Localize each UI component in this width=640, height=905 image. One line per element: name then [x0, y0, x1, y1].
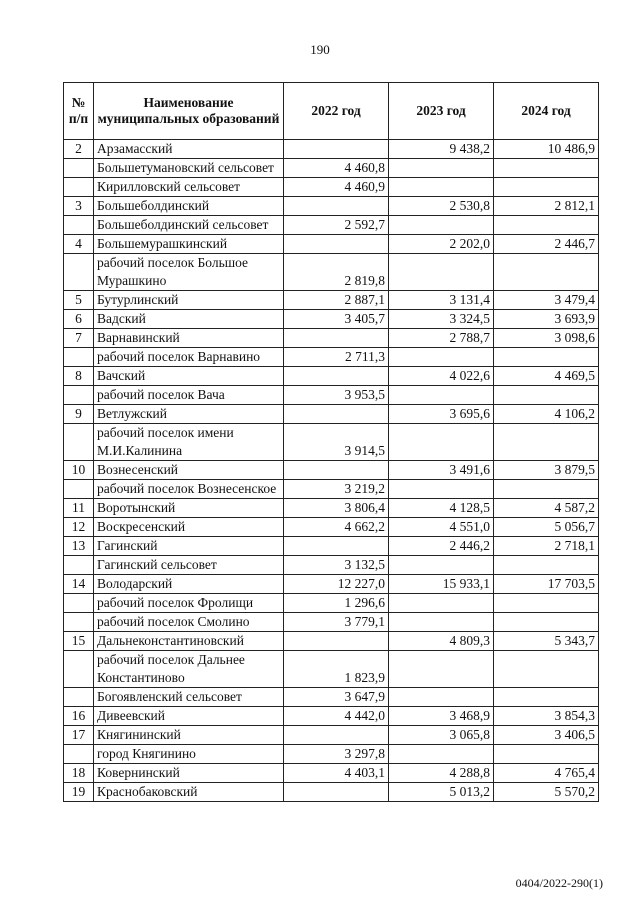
cell-2023: 2 788,7 [389, 329, 494, 348]
cell-number: 12 [64, 518, 94, 537]
cell-name: рабочий поселок Варнавино [94, 348, 284, 367]
table-row [64, 726, 599, 745]
cell-2024 [494, 424, 599, 461]
cell-name: рабочий поселок имени М.И.Калинина [94, 424, 284, 461]
cell-name: Варнавинский [94, 329, 284, 348]
cell-2022: 2 592,7 [284, 216, 389, 235]
cell-name: рабочий поселок Вача [94, 386, 284, 405]
cell-name: Дивеевский [94, 707, 284, 726]
cell-name: Воскресенский [94, 518, 284, 537]
cell-2024 [494, 556, 599, 575]
cell-2022: 3 647,9 [284, 688, 389, 707]
cell-2022: 3 219,2 [284, 480, 389, 499]
table-row [64, 461, 599, 480]
cell-2023: 3 065,8 [389, 726, 494, 745]
table-row [64, 367, 599, 386]
cell-name: Краснобаковский [94, 783, 284, 802]
cell-2022: 4 442,0 [284, 707, 389, 726]
cell-2024: 3 406,5 [494, 726, 599, 745]
cell-2022: 3 132,5 [284, 556, 389, 575]
cell-2023 [389, 594, 494, 613]
cell-2023: 4 288,8 [389, 764, 494, 783]
cell-2024 [494, 613, 599, 632]
table-row [64, 783, 599, 802]
cell-name: Вадский [94, 310, 284, 329]
table-row [64, 178, 599, 197]
cell-2024 [494, 745, 599, 764]
cell-2022 [284, 537, 389, 556]
document-code: 0404/2022-290(1) [515, 876, 603, 890]
table-row [64, 480, 599, 499]
cell-number [64, 556, 94, 575]
cell-2024: 3 854,3 [494, 707, 599, 726]
cell-2023 [389, 216, 494, 235]
cell-2022 [284, 726, 389, 745]
cell-2024: 2 812,1 [494, 197, 599, 216]
cell-2023: 3 324,5 [389, 310, 494, 329]
cell-2023: 9 438,2 [389, 140, 494, 159]
cell-2022: 4 460,9 [284, 178, 389, 197]
cell-2024: 4 469,5 [494, 367, 599, 386]
page-number: 190 [310, 42, 330, 57]
cell-number [64, 216, 94, 235]
cell-2024: 3 693,9 [494, 310, 599, 329]
cell-name: рабочий поселок Вознесенское [94, 480, 284, 499]
cell-2024: 4 765,4 [494, 764, 599, 783]
cell-2023 [389, 159, 494, 178]
header-2022: 2022 год [284, 83, 389, 140]
cell-number: 2 [64, 140, 94, 159]
table-row [64, 140, 599, 159]
cell-2022: 2 887,1 [284, 291, 389, 310]
budget-table [63, 82, 599, 802]
table-row [64, 556, 599, 575]
cell-2023 [389, 745, 494, 764]
table-row [64, 707, 599, 726]
table-row [64, 254, 599, 291]
cell-number [64, 651, 94, 688]
cell-2022: 3 806,4 [284, 499, 389, 518]
cell-2023: 4 809,3 [389, 632, 494, 651]
cell-name: рабочий поселок Фролищи [94, 594, 284, 613]
table-row [64, 291, 599, 310]
cell-2022: 3 914,5 [284, 424, 389, 461]
table-row [64, 632, 599, 651]
cell-2023: 15 933,1 [389, 575, 494, 594]
cell-number [64, 688, 94, 707]
cell-2023 [389, 348, 494, 367]
cell-2024: 2 718,1 [494, 537, 599, 556]
cell-number [64, 613, 94, 632]
cell-2022: 12 227,0 [284, 575, 389, 594]
cell-name: Большетумановский сельсовет [94, 159, 284, 178]
cell-2022: 2 711,3 [284, 348, 389, 367]
cell-2022 [284, 235, 389, 254]
cell-2024: 5 570,2 [494, 783, 599, 802]
cell-2023: 3 695,6 [389, 405, 494, 424]
cell-2023 [389, 480, 494, 499]
header-2023: 2023 год [389, 83, 494, 140]
cell-number [64, 480, 94, 499]
table-row [64, 594, 599, 613]
table-row [64, 499, 599, 518]
cell-number: 4 [64, 235, 94, 254]
table-body [64, 140, 599, 802]
cell-number [64, 745, 94, 764]
cell-name: Богоявленский сельсовет [94, 688, 284, 707]
cell-name: Воротынский [94, 499, 284, 518]
cell-name: Большеболдинский [94, 197, 284, 216]
cell-2024 [494, 688, 599, 707]
cell-number: 19 [64, 783, 94, 802]
cell-number: 18 [64, 764, 94, 783]
cell-2023 [389, 254, 494, 291]
cell-name: рабочий поселок Смолино [94, 613, 284, 632]
cell-number [64, 254, 94, 291]
cell-number: 11 [64, 499, 94, 518]
cell-2022: 4 460,8 [284, 159, 389, 178]
cell-2023: 3 131,4 [389, 291, 494, 310]
cell-2022: 2 819,8 [284, 254, 389, 291]
cell-2022: 3 779,1 [284, 613, 389, 632]
cell-2023: 3 491,6 [389, 461, 494, 480]
cell-2023: 2 202,0 [389, 235, 494, 254]
table-row [64, 405, 599, 424]
cell-2024: 5 343,7 [494, 632, 599, 651]
cell-2023: 2 530,8 [389, 197, 494, 216]
header-number: № п/п [64, 83, 94, 140]
table-row [64, 235, 599, 254]
cell-number: 9 [64, 405, 94, 424]
cell-name: Володарский [94, 575, 284, 594]
cell-2024 [494, 254, 599, 291]
cell-2022: 3 405,7 [284, 310, 389, 329]
cell-2023: 4 551,0 [389, 518, 494, 537]
cell-name: Ветлужский [94, 405, 284, 424]
table-row [64, 575, 599, 594]
table-row [64, 537, 599, 556]
cell-2022 [284, 140, 389, 159]
table-row [64, 329, 599, 348]
cell-2024: 4 106,2 [494, 405, 599, 424]
cell-number: 6 [64, 310, 94, 329]
cell-number: 10 [64, 461, 94, 480]
cell-number: 13 [64, 537, 94, 556]
cell-2023 [389, 688, 494, 707]
cell-2022: 1 823,9 [284, 651, 389, 688]
cell-2024: 2 446,7 [494, 235, 599, 254]
cell-name: Бутурлинский [94, 291, 284, 310]
cell-2024 [494, 159, 599, 178]
cell-2023: 2 446,2 [389, 537, 494, 556]
cell-2022: 1 296,6 [284, 594, 389, 613]
table-row [64, 424, 599, 461]
cell-name: рабочий поселок Дальнее Константиново [94, 651, 284, 688]
cell-number [64, 424, 94, 461]
cell-name: Большеболдинский сельсовет [94, 216, 284, 235]
cell-number: 16 [64, 707, 94, 726]
cell-number: 8 [64, 367, 94, 386]
table-row [64, 216, 599, 235]
table-row [64, 310, 599, 329]
cell-number [64, 594, 94, 613]
cell-2024 [494, 594, 599, 613]
cell-2022: 4 662,2 [284, 518, 389, 537]
header-2024: 2024 год [494, 83, 599, 140]
cell-name: Княгининский [94, 726, 284, 745]
cell-2024: 3 879,5 [494, 461, 599, 480]
cell-number: 14 [64, 575, 94, 594]
cell-2023 [389, 386, 494, 405]
cell-number [64, 159, 94, 178]
cell-number: 3 [64, 197, 94, 216]
cell-name: Ковернинский [94, 764, 284, 783]
table-row [64, 688, 599, 707]
cell-name: Вачский [94, 367, 284, 386]
cell-2023 [389, 178, 494, 197]
cell-2022: 3 297,8 [284, 745, 389, 764]
cell-number: 17 [64, 726, 94, 745]
table-row [64, 386, 599, 405]
cell-2024 [494, 178, 599, 197]
cell-2024 [494, 651, 599, 688]
table-row [64, 764, 599, 783]
cell-2023: 5 013,2 [389, 783, 494, 802]
cell-number [64, 178, 94, 197]
cell-2023: 4 022,6 [389, 367, 494, 386]
cell-name: Арзамасский [94, 140, 284, 159]
cell-2022 [284, 367, 389, 386]
header-name: Наименование муниципальных образований [94, 83, 284, 140]
cell-2023 [389, 556, 494, 575]
cell-2022 [284, 405, 389, 424]
table-row [64, 348, 599, 367]
cell-2022 [284, 197, 389, 216]
cell-number [64, 386, 94, 405]
cell-name: Вознесенский [94, 461, 284, 480]
table-row [64, 159, 599, 178]
cell-2024: 17 703,5 [494, 575, 599, 594]
cell-number: 15 [64, 632, 94, 651]
cell-2024: 5 056,7 [494, 518, 599, 537]
cell-2022 [284, 329, 389, 348]
cell-2024: 3 098,6 [494, 329, 599, 348]
cell-2023: 3 468,9 [389, 707, 494, 726]
cell-2023 [389, 613, 494, 632]
cell-2024 [494, 386, 599, 405]
cell-2024: 10 486,9 [494, 140, 599, 159]
cell-name: Дальнеконстантиновский [94, 632, 284, 651]
cell-2023 [389, 424, 494, 461]
table-row [64, 651, 599, 688]
cell-name: рабочий поселок Большое Мурашкино [94, 254, 284, 291]
cell-2022: 3 953,5 [284, 386, 389, 405]
cell-2023: 4 128,5 [389, 499, 494, 518]
cell-number: 7 [64, 329, 94, 348]
cell-2023 [389, 651, 494, 688]
cell-name: Кирилловский сельсовет [94, 178, 284, 197]
cell-2022 [284, 461, 389, 480]
cell-2024 [494, 348, 599, 367]
table-row [64, 197, 599, 216]
cell-name: Гагинский сельсовет [94, 556, 284, 575]
cell-2022 [284, 783, 389, 802]
table-header-row [64, 83, 599, 140]
table-row [64, 613, 599, 632]
cell-2024: 4 587,2 [494, 499, 599, 518]
cell-number: 5 [64, 291, 94, 310]
cell-2022: 4 403,1 [284, 764, 389, 783]
cell-number [64, 348, 94, 367]
table-row [64, 745, 599, 764]
cell-name: Гагинский [94, 537, 284, 556]
cell-name: Большемурашкинский [94, 235, 284, 254]
table-row [64, 518, 599, 537]
cell-2024: 3 479,4 [494, 291, 599, 310]
cell-2024 [494, 216, 599, 235]
cell-2022 [284, 632, 389, 651]
cell-name: город Княгинино [94, 745, 284, 764]
cell-2024 [494, 480, 599, 499]
